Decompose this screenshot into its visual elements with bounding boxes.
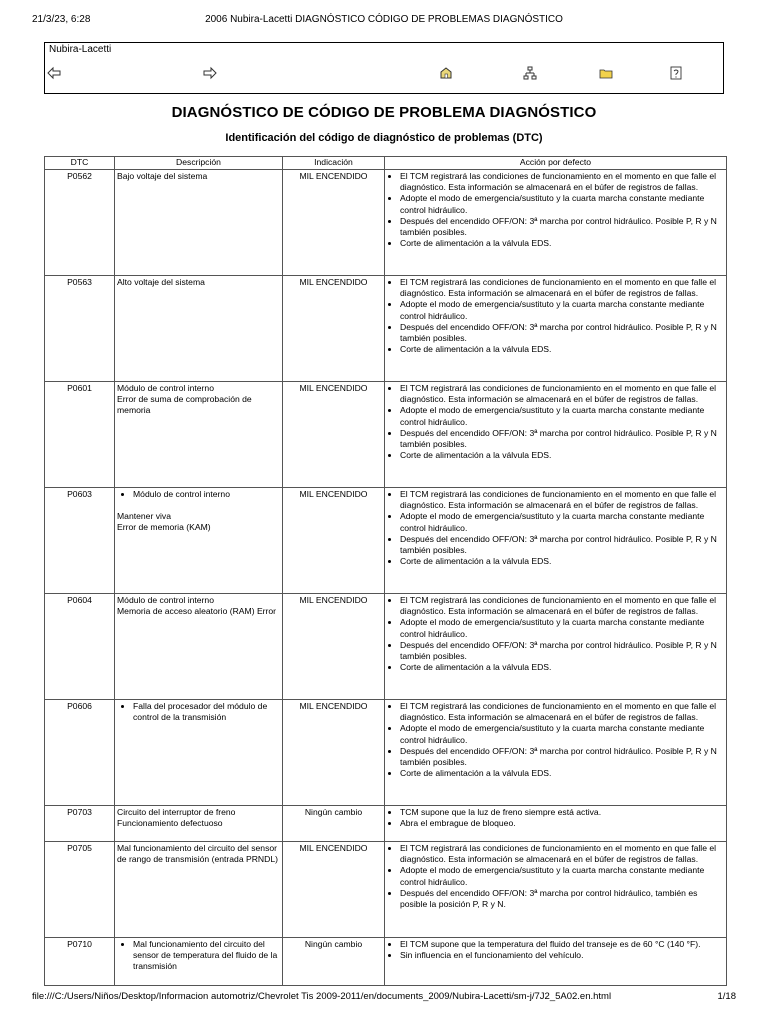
dtc-code: P0705 — [45, 842, 115, 938]
dtc-description — [115, 276, 283, 382]
description-line: Alto voltaje del sistema — [117, 277, 205, 287]
dtc-description — [115, 938, 283, 986]
table-row — [45, 842, 727, 938]
dtc-actions — [385, 276, 727, 382]
dtc-description — [115, 382, 283, 488]
folder-icon[interactable] — [597, 65, 615, 81]
document-subtitle: Identificación del código de diagnóstico de problemas (DTC) — [225, 132, 543, 144]
dtc-indication: Ningún cambio — [283, 806, 385, 842]
description-bullet: • Módulo de control interno — [133, 489, 280, 500]
header-default-action: Acción por defecto — [385, 157, 727, 170]
description-line: Circuito del interruptor de freno — [117, 807, 236, 817]
home-icon[interactable] — [437, 65, 455, 81]
action-item: • Corte de alimentación a la válvula EDS. — [400, 768, 724, 779]
dtc-table — [44, 156, 727, 986]
print-date: 21/3/23, 6:28 — [32, 14, 91, 25]
dtc-actions — [385, 700, 727, 806]
dtc-code: P0562 — [45, 170, 115, 276]
description-line: Mantener viva — [117, 511, 171, 522]
dtc-code: P0604 — [45, 594, 115, 700]
dtc-actions — [385, 842, 727, 938]
dtc-code: P0606 — [45, 700, 115, 806]
description-bullet: • Falla del procesador del módulo de control de la transmisión — [133, 701, 280, 723]
table-row — [45, 276, 727, 382]
print-title: 2006 Nubira-Lacetti DIAGNÓSTICO CÓDIGO DE PROBLEMAS DIAGNÓSTICO — [205, 14, 563, 25]
model-label: Nubira-Lacetti — [49, 44, 112, 55]
action-item: • El TCM registrará las condiciones de funcionamiento en el momento en que falle el diagnóstico. Esta información se almacenará en el búfer de registros de fallas. — [400, 701, 724, 723]
dtc-code: P0710 — [45, 938, 115, 986]
document-title: DIAGNÓSTICO DE CÓDIGO DE PROBLEMA DIAGNÓSTICO — [171, 104, 597, 121]
description-line: Mal funcionamiento del circuito del sensor de rango de transmisión (entrada PRNDL) — [117, 843, 278, 865]
dtc-actions — [385, 170, 727, 276]
table-row — [45, 488, 727, 594]
action-item: • Después del encendido OFF/ON: 3ª marcha por control hidráulico. Posible P, R y N también posibles. — [400, 640, 724, 662]
tree-icon[interactable] — [521, 65, 539, 81]
dtc-description — [115, 170, 283, 276]
dtc-code: P0703 — [45, 806, 115, 842]
action-item: • Adopte el modo de emergencia/sustituto y la cuarta marcha constante mediante control hidráulico. — [400, 865, 724, 887]
action-item: • Después del encendido OFF/ON: 3ª marcha por control hidráulico. Posible P, R y N también posibles. — [400, 216, 724, 238]
forward-arrow-icon[interactable] — [201, 65, 219, 81]
action-item: • Después del encendido OFF/ON: 3ª marcha por control hidráulico. Posible P, R y N también posibles. — [400, 746, 724, 768]
navigation-bar — [44, 42, 724, 94]
description-line: Error de memoria (KAM) — [117, 522, 211, 533]
description-line: Bajo voltaje del sistema — [117, 171, 208, 181]
action-item: • Corte de alimentación a la válvula EDS. — [400, 238, 724, 249]
dtc-actions — [385, 938, 727, 986]
action-item: • El TCM supone que la temperatura del fluido del transeje es de 60 °C (140 °F). — [400, 939, 724, 950]
dtc-actions — [385, 382, 727, 488]
action-item: • Corte de alimentación a la válvula EDS. — [400, 344, 724, 355]
header-description: Descripción — [115, 157, 283, 170]
table-row — [45, 700, 727, 806]
description-line: Módulo de control interno — [117, 383, 214, 393]
description-line: Módulo de control interno — [117, 595, 214, 605]
action-item: • Adopte el modo de emergencia/sustituto y la cuarta marcha constante mediante control hidráulico. — [400, 723, 724, 745]
dtc-description — [115, 700, 283, 806]
description-line: Memoria de acceso aleatorio (RAM) Error — [117, 606, 277, 617]
table-row — [45, 594, 727, 700]
table-row — [45, 382, 727, 488]
help-icon[interactable] — [667, 65, 685, 81]
action-item: • El TCM registrará las condiciones de funcionamiento en el momento en que falle el diagnóstico. Esta información se almacenará en el búfer de registros de fallas. — [400, 489, 724, 511]
action-item: • Corte de alimentación a la válvula EDS. — [400, 662, 724, 673]
action-item: • El TCM registrará las condiciones de funcionamiento en el momento en que falle el diagnóstico. Esta información se almacenará en el búfer de registros de fallas. — [400, 595, 724, 617]
action-item: • Después del encendido OFF/ON: 3ª marcha por control hidráulico. Posible P, R y N también posibles. — [400, 534, 724, 556]
action-item: • Corte de alimentación a la válvula EDS. — [400, 556, 724, 567]
table-header-row — [45, 157, 727, 170]
table-row — [45, 806, 727, 842]
action-item: • Después del encendido OFF/ON: 3ª marcha por control hidráulico, también es posible la posición P, R y N. — [400, 888, 724, 910]
dtc-description — [115, 806, 283, 842]
action-item: • Adopte el modo de emergencia/sustituto y la cuarta marcha constante mediante control hidráulico. — [400, 405, 724, 427]
action-item: • Después del encendido OFF/ON: 3ª marcha por control hidráulico. Posible P, R y N también posibles. — [400, 428, 724, 450]
action-item: • Sin influencia en el funcionamiento del vehículo. — [400, 950, 724, 961]
dtc-indication: MIL ENCENDIDO — [283, 842, 385, 938]
action-item: • Adopte el modo de emergencia/sustituto y la cuarta marcha constante mediante control hidráulico. — [400, 511, 724, 533]
dtc-description — [115, 594, 283, 700]
dtc-code: P0563 — [45, 276, 115, 382]
action-item: • Después del encendido OFF/ON: 3ª marcha por control hidráulico. Posible P, R y N también posibles. — [400, 322, 724, 344]
back-arrow-icon[interactable] — [45, 65, 63, 81]
action-item: • Corte de alimentación a la válvula EDS. — [400, 450, 724, 461]
dtc-indication: MIL ENCENDIDO — [283, 276, 385, 382]
dtc-description — [115, 488, 283, 594]
action-item: • El TCM registrará las condiciones de funcionamiento en el momento en que falle el diagnóstico. Esta información se almacenará en el búfer de registros de fallas. — [400, 383, 724, 405]
description-line: Error de suma de comprobación de memoria — [117, 394, 252, 416]
dtc-actions — [385, 488, 727, 594]
action-item: • Adopte el modo de emergencia/sustituto y la cuarta marcha constante mediante control hidráulico. — [400, 617, 724, 639]
header-dtc: DTC — [45, 157, 115, 170]
dtc-actions — [385, 806, 727, 842]
dtc-indication: Ningún cambio — [283, 938, 385, 986]
action-item: • Abra el embrague de bloqueo. — [400, 818, 724, 829]
dtc-code: P0603 — [45, 488, 115, 594]
action-item: • El TCM registrará las condiciones de funcionamiento en el momento en que falle el diagnóstico. Esta información se almacenará en el búfer de registros de fallas. — [400, 843, 724, 865]
action-item: • TCM supone que la luz de freno siempre está activa. — [400, 807, 724, 818]
print-header — [0, 14, 768, 30]
action-item: • Adopte el modo de emergencia/sustituto y la cuarta marcha constante mediante control hidráulico. — [400, 299, 724, 321]
dtc-indication: MIL ENCENDIDO — [283, 382, 385, 488]
dtc-indication: MIL ENCENDIDO — [283, 488, 385, 594]
action-item: • Adopte el modo de emergencia/sustituto y la cuarta marcha constante mediante control hidráulico. — [400, 193, 724, 215]
action-item: • El TCM registrará las condiciones de funcionamiento en el momento en que falle el diagnóstico. Esta información se almacenará en el búfer de registros de fallas. — [400, 277, 724, 299]
description-bullet: • Mal funcionamiento del circuito del sensor de temperatura del fluido de la transmisión — [133, 939, 280, 973]
description-line: Funcionamiento defectuoso — [117, 818, 223, 829]
dtc-indication: MIL ENCENDIDO — [283, 700, 385, 806]
dtc-indication: MIL ENCENDIDO — [283, 594, 385, 700]
action-item: • El TCM registrará las condiciones de funcionamiento en el momento en que falle el diagnóstico. Esta información se almacenará en el búfer de registros de fallas. — [400, 171, 724, 193]
dtc-actions — [385, 594, 727, 700]
dtc-code: P0601 — [45, 382, 115, 488]
page-number: 1/18 — [717, 991, 736, 1002]
table-row — [45, 170, 727, 276]
dtc-description — [115, 842, 283, 938]
dtc-indication: MIL ENCENDIDO — [283, 170, 385, 276]
header-indication: Indicación — [283, 157, 385, 170]
table-row — [45, 938, 727, 986]
file-path: file:///C:/Users/Niños/Desktop/Informacion automotriz/Chevrolet Tis 2009-2011/en/documents_2009/Nubira-Lacetti/sm-j/7J2_5A02.en.html — [32, 991, 612, 1002]
